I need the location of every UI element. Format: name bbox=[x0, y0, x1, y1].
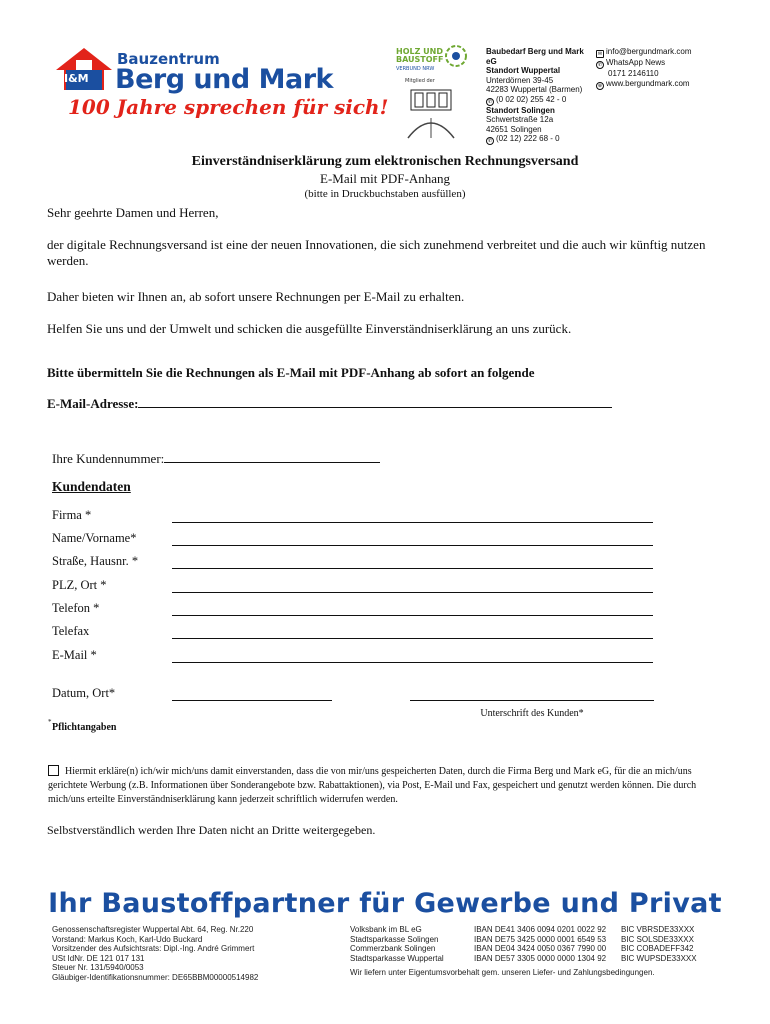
house-logo-icon bbox=[54, 46, 114, 92]
field-label-name: Name/Vorname* bbox=[52, 531, 137, 545]
footer-banks: Volksbank im BL eG Stadtsparkasse Solingen Commerzbank Solingen Stadtsparkasse Wuppertal bbox=[350, 925, 444, 963]
return-paragraph: Helfen Sie uns und der Umwelt und schicken die ausgefüllte Einverständniserklärung an uns zurück. bbox=[47, 321, 572, 336]
logo-company-name: Berg und Mark bbox=[115, 64, 333, 95]
city-field[interactable] bbox=[172, 592, 653, 593]
fill-hint: (bitte in Druckbuchstaben ausfüllen) bbox=[304, 188, 466, 200]
field-label-email: E-Mail * bbox=[52, 648, 97, 662]
offer-paragraph: Daher bieten wir Ihnen an, ab sofort unsere Rechnungen per E-Mail zu erhalten. bbox=[47, 289, 465, 304]
email-address-field[interactable] bbox=[138, 395, 612, 408]
section-title-kundendaten: Kundendaten bbox=[52, 479, 131, 494]
email-icon: ✉ bbox=[597, 51, 603, 57]
email-address-label: E-Mail-Adresse: bbox=[47, 396, 139, 411]
page-title: Einverständniserklärung zum elektronischen Rechnungsversand bbox=[191, 154, 579, 169]
email-field[interactable] bbox=[172, 662, 653, 663]
logo-bauzentrum: Bauzentrum bbox=[117, 50, 220, 68]
member-badge-icon bbox=[406, 88, 456, 140]
field-label-street: Straße, Hausnr. * bbox=[52, 554, 139, 568]
privacy-note: Selbstverständlich werden Ihre Daten nicht an Dritte weitergegeben. bbox=[47, 823, 376, 837]
request-text: Bitte übermitteln Sie die Rechnungen als E-Mail mit PDF-Anhang ab sofort an folgende bbox=[47, 365, 535, 380]
customer-number-field[interactable] bbox=[164, 450, 380, 463]
hb-swirl-icon bbox=[444, 44, 468, 68]
salutation: Sehr geehrte Damen und Herren, bbox=[47, 205, 219, 220]
logo-slogan: 100 Jahre sprechen für sich! bbox=[68, 95, 389, 119]
page-subtitle: E-Mail mit PDF-Anhang bbox=[320, 171, 450, 186]
required-mark: * bbox=[48, 718, 52, 726]
globe-icon: ⊕ bbox=[597, 82, 603, 89]
phone-icon: ✆ bbox=[487, 138, 493, 144]
email-link[interactable]: info@bergundmark.com bbox=[606, 47, 692, 56]
logo-badge: I&M bbox=[64, 72, 89, 85]
footer-bics: BIC VBRSDE33XXX BIC SOLSDE33XXX BIC COBADEFF342 BIC WUPSDE33XXX bbox=[621, 925, 697, 963]
firma-field[interactable] bbox=[172, 522, 653, 523]
field-label-fax: Telefax bbox=[52, 624, 90, 638]
phone-icon: ✆ bbox=[487, 98, 493, 105]
footer-company-info: Genossenschaftsregister Wuppertal Abt. 64, Reg. Nr.220 Vorstand: Markus Koch, Karl-Udo Buckard Vorsitzender des Aufsichtsrats: Dipl.-Ing. André Grimmert USt IdNr. DE 121 017 131 Steuer Nr. 131/5940/0053 Gläubiger-Identifikationsnummer: DE65BBM00000514982 bbox=[52, 925, 259, 982]
consent-text: Hiermit erkläre(n) ich/wir mich/uns damit einverstanden, dass die von mir/uns gespeicherten Daten, durch die Firma Berg und Mark eG, für die an mich/uns gerichtete Werbung (z.B. Informationen über Sonderangebote bzw. Rabattaktionen), via Post, E-Mail und Fax, gespeichert und genutzt werden können. Die durch mich/uns erteilte Einverständniserklärung kann jederzeit schriftlich widerrufen werden. bbox=[48, 766, 697, 805]
contact-address: Baubedarf Berg und Mark eG Standort Wuppertal Unterdörnen 39-45 42283 Wuppertal (Barmen) ✆ (0 02 02) 255 42 - 0 Standort Solingen Schwertstraße 12a 42651 Solingen ✆ (02 12) 222 68 - 0 bbox=[486, 47, 584, 144]
date-field[interactable] bbox=[172, 700, 332, 701]
footer-terms: Wir liefern unter Eigentumsvorbehalt gem. unseren Liefer- und Zahlungsbedingungen. bbox=[350, 968, 655, 977]
fax-field[interactable] bbox=[172, 638, 653, 639]
signature-field[interactable] bbox=[410, 700, 654, 701]
phone-field[interactable] bbox=[172, 615, 653, 616]
hb-logo-subtitle: VERBUND NRW bbox=[396, 66, 435, 72]
email-address-row bbox=[47, 395, 727, 412]
name-field[interactable] bbox=[172, 545, 653, 546]
customer-number-row bbox=[52, 450, 732, 467]
whatsapp-icon: ✆ bbox=[597, 62, 603, 68]
hb-member-text: Mitglied der bbox=[405, 78, 435, 84]
field-label-firma: Firma * bbox=[52, 508, 92, 522]
signature-label: Unterschrift des Kunden* bbox=[480, 708, 584, 719]
field-label-city: PLZ, Ort * bbox=[52, 578, 107, 592]
footer-slogan: Ihr Baustoffpartner für Gewerbe und Privat bbox=[48, 888, 722, 919]
footer-ibans: IBAN DE41 3406 0094 0201 0022 92 IBAN DE75 3425 0000 0001 6549 53 IBAN DE04 3424 0050 0367 7990 00 IBAN DE57 3305 0000 0000 1304 92 bbox=[474, 925, 607, 963]
required-label: Pflichtangaben bbox=[52, 722, 117, 733]
street-field[interactable] bbox=[172, 568, 653, 569]
intro-paragraph: der digitale Rechnungsversand ist eine der neuen Innovationen, die sich zunehmend verbreitet und die auch wir künftig nutzen werden. bbox=[47, 237, 706, 268]
customer-number-label: Ihre Kundennummer: bbox=[52, 451, 165, 466]
field-label-phone: Telefon * bbox=[52, 601, 100, 615]
contact-online: ✉ info@bergundmark.com ✆ WhatsApp News 0171 2146110 ⊕ www.bergundmark.com bbox=[597, 47, 692, 89]
date-label: Datum, Ort* bbox=[52, 686, 116, 700]
web-link[interactable]: www.bergundmark.com bbox=[606, 78, 690, 88]
hb-logo-title: HOLZ UND BAUSTOFF bbox=[396, 47, 444, 64]
